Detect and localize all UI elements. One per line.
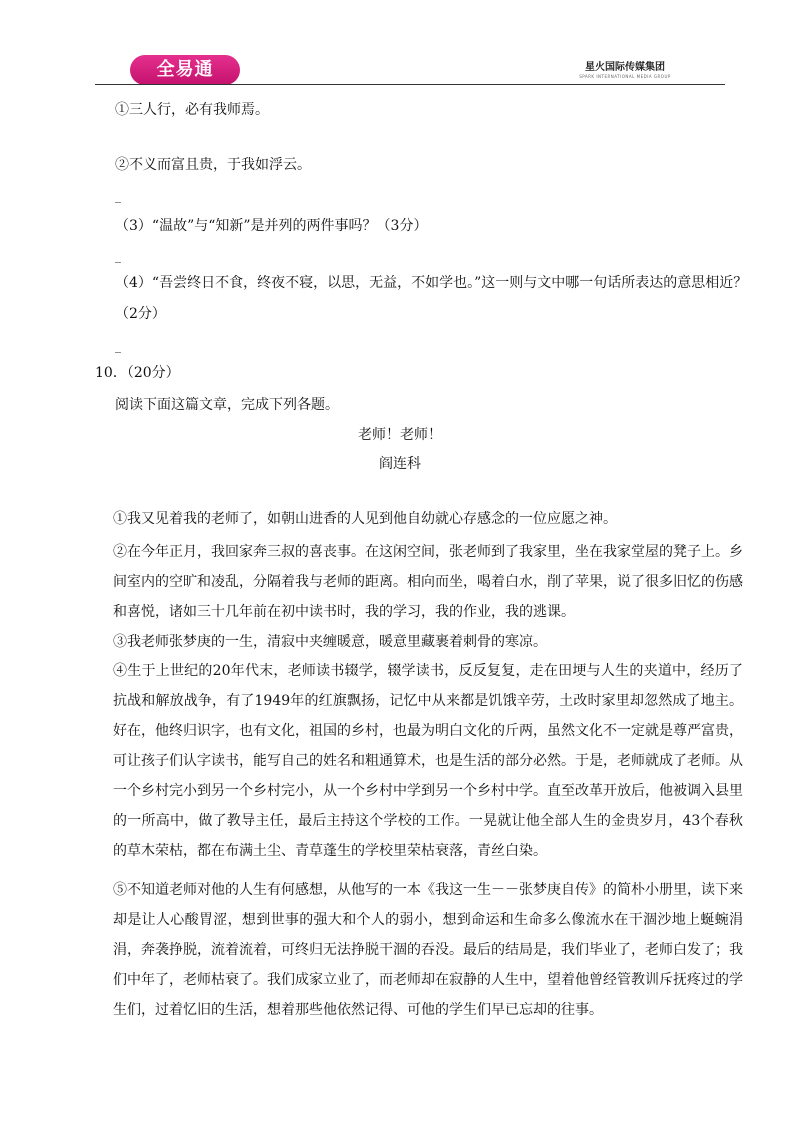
publisher-brand bbox=[560, 62, 690, 80]
publisher-name-cn: 星火国际传媒集团 bbox=[585, 62, 665, 73]
header-divider bbox=[95, 84, 725, 85]
article-title: 老师！老师！ bbox=[358, 427, 442, 443]
q10-instruction: 阅读下面这篇文章，完成下列各题。 bbox=[115, 397, 339, 413]
publisher-name-en: SPARK INTERNATIONAL MEDIA GROUP bbox=[579, 74, 671, 79]
article-paragraph-3: ③我老师张梦庚的一生，清寂中夹缠暖意，暖意里藏裹着刺骨的寒凉。 bbox=[113, 634, 547, 650]
q9-part-4-line1: （4）“吾尝终日不食，终夜不寝，以思，无益，不如学也。”这一则与文中哪一句话所表达的意思相近？ bbox=[115, 275, 748, 291]
answer-blank-3: _ bbox=[115, 339, 121, 353]
brand-logo: 全易通 bbox=[130, 55, 240, 85]
article-author: 阎连科 bbox=[379, 456, 421, 472]
answer-blank-2: _ bbox=[115, 249, 121, 263]
article-paragraph-5: ⑤不知道老师对他的人生有何感想，从他写的一本《我这一生－－张梦庚自传》的简朴小册里，读下来却是让人心酸胃涩，想到世事的强大和个人的弱小，想到命运和生命多么像流水在干涸沙地上蜒蜿涓涓，奔袭挣脱，流着流着，可终归无法挣脱干涸的吞没。最后的结局是，我们毕业了，老师白发了；我们中年了，老师枯衰了。我们成家立业了，而老师却在寂静的人生中，望着他曾经管教训斥抚疼过的学生们，过着忆旧的生活，想着那些他依然记得、可他的学生们早已忘却的往事。 bbox=[113, 882, 743, 1018]
page-header bbox=[0, 0, 800, 90]
answer-blank-1: _ bbox=[115, 189, 121, 203]
article-paragraph-2: ②在今年正月，我回家奔三叔的喜丧事。在这闲空间，张老师到了我家里，坐在我家堂屋的凳子上。乡间室内的空旷和凌乱，分隔着我与老师的距离。相向而坐，喝着白水，削了苹果，说了很多旧忆的伤感和喜悦，诸如三十几年前在初中读书时，我的学习，我的作业，我的逃课。 bbox=[113, 544, 743, 620]
q9-item-1: ①三人行，必有我师焉。 bbox=[115, 102, 269, 118]
q10-heading: 10．（20分） bbox=[95, 365, 180, 381]
q9-item-2: ②不义而富且贵，于我如浮云。 bbox=[115, 157, 311, 173]
article-paragraph-4: ④生于上世纪的20年代末，老师读书辍学，辍学读书，反反复复，走在田埂与人生的夹道中，经历了抗战和解放战争，有了1949年的红旗飘扬，记忆中从来都是饥饿辛劳，土改时家里却忽然成了地主。好在，他终归识字，也有文化，祖国的乡村，也最为明白文化的斤两，虽然文化不一定就是尊严富贵，可让孩子们认字读书，能写自己的姓名和粗通算术，也是生活的部分必然。于是，老师就成了老师。从一个乡村完小到另一个乡村完小，从一个乡村中学到另一个乡村中学。直至改革开放后，他被调入县里的一所高中，做了教导主任，最后主持这个学校的工作。一晃就让他全部人生的金贵岁月，43个春秋的草木荣枯，都在布满土尘、青草蓬生的学校里荣枯衰落，青丝白染。 bbox=[113, 663, 743, 859]
q9-part-3: （3）“温故”与“知新”是并列的两件事吗？（3分） bbox=[115, 218, 428, 234]
article-paragraph-1: ①我又见着我的老师了，如朝山进香的人见到他自幼就心存感念的一位应愿之神。 bbox=[113, 511, 617, 527]
q9-part-4-line2: （2分） bbox=[115, 306, 166, 322]
